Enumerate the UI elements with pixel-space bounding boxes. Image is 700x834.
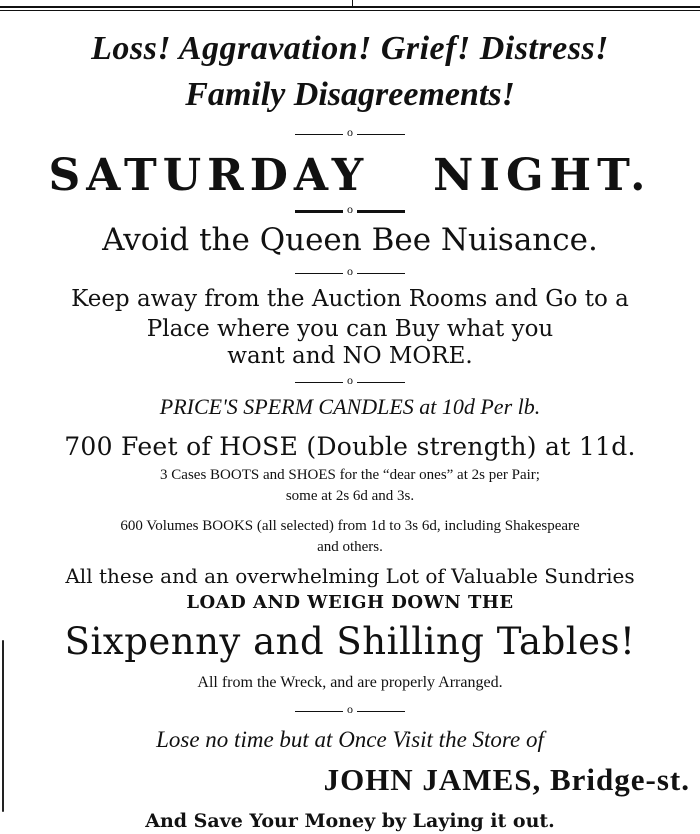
- visit-line: Lose no time but at Once Visit the Store of: [156, 727, 544, 752]
- headline-line-2: Family Disagreements!: [185, 76, 515, 113]
- separator: o: [0, 374, 700, 388]
- top-rule-thin: [0, 10, 700, 11]
- load-line: LOAD AND WEIGH DOWN THE: [186, 592, 514, 613]
- hose-item: 700 Feet of HOSE (Double strength) at 11d.: [64, 432, 636, 461]
- separator: o: [0, 265, 700, 279]
- advice-line-2: Place where you can Buy what you: [146, 316, 554, 342]
- separator: o: [0, 703, 700, 717]
- separator: o: [0, 126, 700, 140]
- closing-line: And Save Your Money by Laying it out.: [145, 810, 555, 832]
- store-name: JOHN JAMES, Bridge-st.: [323, 762, 690, 797]
- subtitle: Avoid the Queen Bee Nuisance.: [102, 222, 598, 258]
- tables-line: Sixpenny and Shilling Tables!: [64, 620, 636, 663]
- main-title: SATURDAY NIGHT.: [48, 150, 652, 201]
- candles-item: PRICE'S SPERM CANDLES at 10d Per lb.: [159, 394, 541, 419]
- wreck-line: All from the Wreck, and are properly Arranged.: [197, 674, 503, 691]
- top-rule: [0, 6, 700, 8]
- books-item-line-2: and others.: [317, 539, 383, 555]
- separator: o: [0, 203, 700, 217]
- boots-item-line-2: some at 2s 6d and 3s.: [285, 488, 415, 504]
- advice-line-3: want and NO MORE.: [227, 343, 473, 369]
- sundries-line: All these and an overwhelming Lot of Valuable Sundries: [65, 564, 635, 588]
- headline-line-1: Loss! Aggravation! Grief! Distress!: [91, 30, 609, 67]
- left-border: [2, 640, 4, 812]
- advice-line-1: Keep away from the Auction Rooms and Go to a: [71, 286, 629, 312]
- books-item-line-1: 600 Volumes BOOKS (all selected) from 1d to 3s 6d, including Shakespeare: [120, 518, 580, 534]
- boots-item-line-1: 3 Cases BOOTS and SHOES for the “dear ones” at 2s per Pair;: [160, 467, 540, 483]
